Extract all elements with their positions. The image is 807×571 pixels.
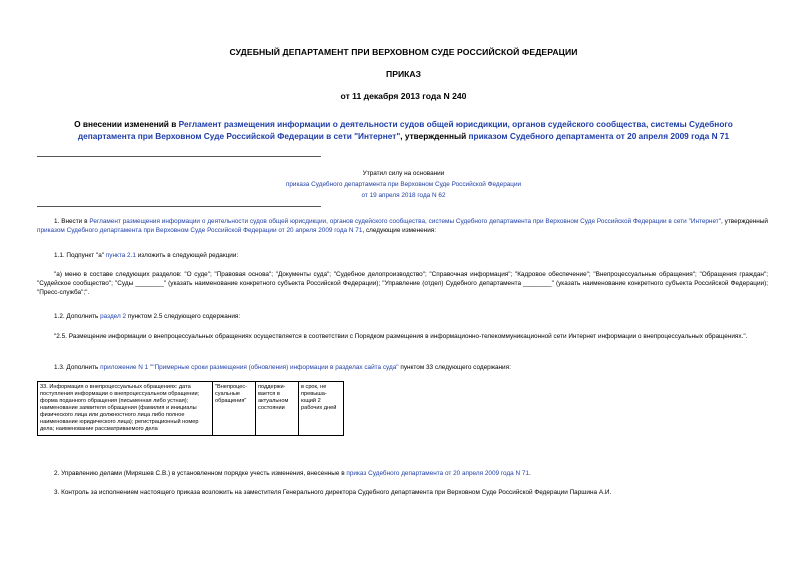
title-prefix: О внесении изменений в — [74, 119, 179, 129]
doc-type: ПРИКАЗ — [386, 69, 421, 79]
appendix-1-link[interactable]: приложение N 1 ""Примерные сроки размещения (обновления) информации в разделах сайта суда" — [100, 364, 399, 371]
p11-text: изложить в следующей редакции: — [135, 252, 239, 259]
paragraph-1-2-quote: "2.5. Размещение информации о внепроцессуальных обращениях осуществляется в соответствии с Порядком размещения в информационно-телекоммуникационной сети Интернет информации о внепроцессуальных обращениях.". — [54, 333, 748, 340]
title-middle: , утвержденный — [400, 130, 469, 141]
status-line: Утратил силу на основании — [362, 170, 445, 177]
repeal-order-date-link[interactable]: от 19 апреля 2018 года N 62 — [361, 192, 446, 199]
table-cell-info: 33. Информация о внепроцессуальных обращениях: дата поступления информации о внепроцессуальном обращении; форма поданного обращения (письменная либо устная); наименование заявителя обращения (фамилия и инициалы физического лица или должностного лица либо полное наименование юридического лица); регистрационный номер дела; наименование рассматриваемого дела — [38, 382, 213, 436]
p12-text: пунктом 2.5 следующего содержания: — [126, 313, 241, 320]
title-order-link[interactable]: приказом Судебного департамента от 20 апреля 2009 года N 71 — [468, 130, 730, 141]
paragraph-1 — [37, 217, 768, 235]
amendment-table — [37, 381, 344, 436]
p13-text: пунктом 33 следующего содержания: — [398, 364, 511, 371]
regulation-link[interactable]: Регламент размещения информации о деятельности судов общей юрисдикции, органов судейского сообщества, системы Судебного департамента при Верховном Суде Российской Федерации в сети "Интернет" — [89, 218, 722, 225]
p12-text: 1.2. Дополнить — [54, 313, 101, 320]
title-regulation-link[interactable]: Регламент размещения информации о деятельности судов общей юрисдикции, органов судейского сообщества, системы Судебного департамента при Верховном Суде Российской Федерации в сети "Интернет" — [77, 119, 733, 141]
section-2-link[interactable]: раздел 2 — [100, 313, 127, 320]
table-cell-section: "Внепроцес-суальные обращения" — [213, 382, 256, 436]
table-cell-update: поддержи-вается в актуальном состоянии — [256, 382, 299, 436]
p11-text: 1.1. Подпункт "а" — [54, 252, 106, 259]
divider — [37, 156, 321, 157]
p1-text: , следующие изменения: — [362, 227, 437, 234]
issuer-org: СУДЕБНЫЙ ДЕПАРТАМЕНТ ПРИ ВЕРХОВНОМ СУДЕ РОССИЙСКОЙ ФЕДЕРАЦИИ — [229, 47, 578, 57]
p1-text: , утвержденный — [721, 218, 769, 225]
p1-text: 1. Внести в — [54, 218, 90, 225]
table-cell-deadline: в срок, не превыша-ющий 2 рабочих дней — [299, 382, 344, 436]
p13-text: 1.3. Дополнить — [54, 364, 101, 371]
doc-title — [50, 119, 757, 142]
order-71-link[interactable]: приказ Судебного департамента от 20 апреля 2009 года N 71 — [346, 470, 529, 477]
clause-2-1-link[interactable]: пункта 2.1 — [105, 252, 136, 259]
paragraph-3: 3. Контроль за исполнением настоящего приказа возложить на заместителя Генерального директора Судебного департамента при Верховном Суде Российской Федерации Паршина А.И. — [54, 489, 612, 496]
paragraph-1-1-quote: "а) меню в составе следующих разделов: "О суде"; "Правовая основа"; "Документы суда"; "Судебное делопроизводство"; "Справочная информация"; "Кадровое обеспечение"; "Внепроцессуальные обращения"; "Обращения граждан"; "Судейское сообщество"; "Суды ________" (указать наименование конкретного субъекта Российской Федерации); "Управление (отдел) Судебного департамента ________" (указать наименование конкретного субъекта Российской Федерации); "Пресс-служба";". — [37, 271, 768, 296]
paragraph-1-3 — [37, 363, 768, 372]
order-link[interactable]: приказом Судебного департамента при Верховном Суде Российской Федерации от 20 апреля 2009 года N 71 — [37, 227, 363, 234]
table-row — [38, 382, 344, 436]
paragraph-2 — [37, 469, 768, 478]
p2-text: 2. Управлению делами (Миряшев С.В.) в установленном порядке учесть изменения, внесенные в — [54, 470, 347, 477]
paragraph-1-1 — [37, 251, 768, 260]
repeal-order-link[interactable]: приказа Судебного департамента при Верховном Суде Российской Федерации — [285, 181, 522, 188]
divider — [37, 206, 321, 207]
paragraph-1-2 — [37, 312, 768, 321]
p2-text: . — [529, 470, 531, 477]
doc-date: от 11 декабря 2013 года N 240 — [340, 91, 467, 101]
status-note — [0, 168, 807, 201]
